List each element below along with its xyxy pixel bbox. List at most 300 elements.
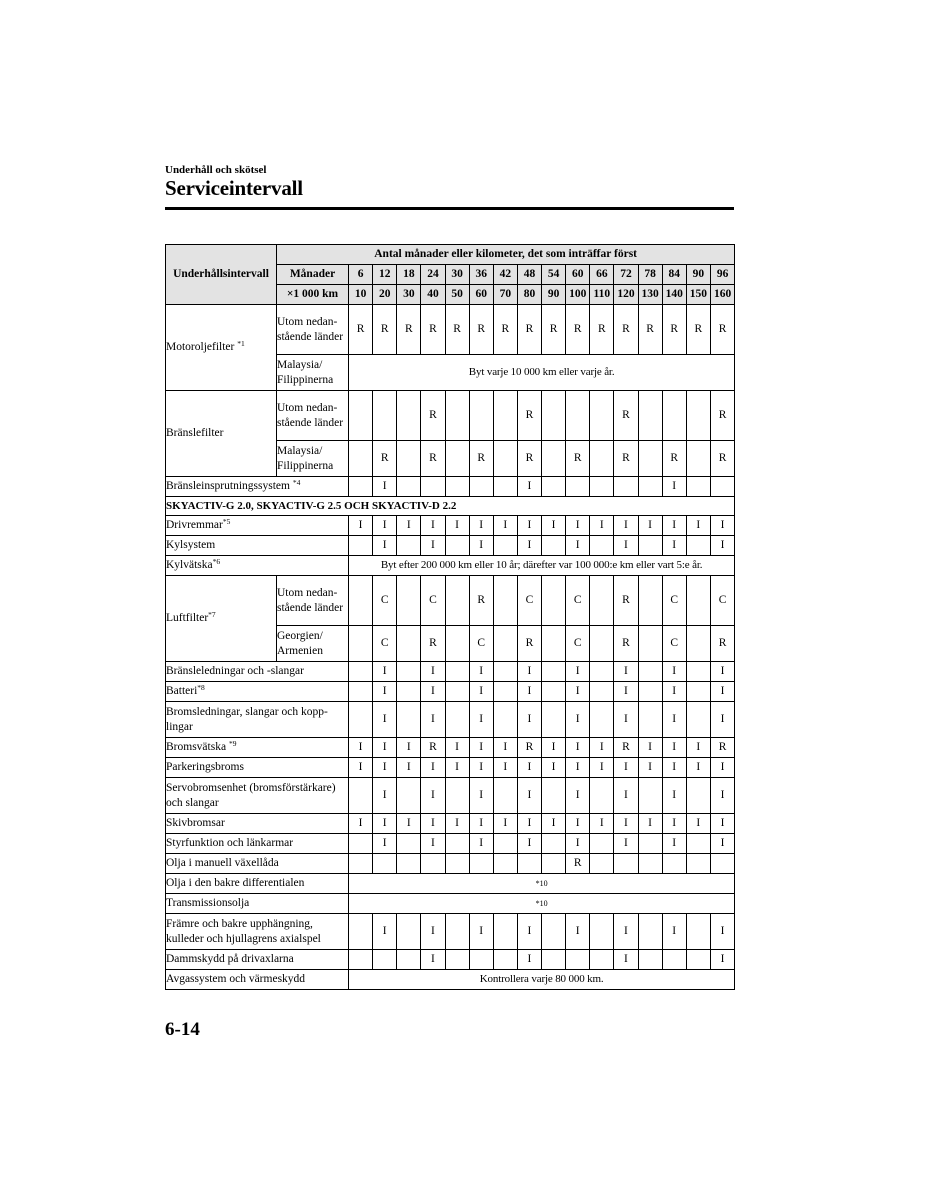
km-header: 10 <box>349 285 373 305</box>
table-row <box>166 874 735 894</box>
interval-cell: I <box>493 814 517 834</box>
interval-cell <box>445 576 469 626</box>
interval-cell: C <box>662 626 686 662</box>
interval-cell <box>445 626 469 662</box>
interval-cell: R <box>421 738 445 758</box>
interval-cell: I <box>517 814 541 834</box>
km-header: 30 <box>397 285 421 305</box>
interval-cell <box>590 662 614 682</box>
interval-cell <box>445 477 469 497</box>
interval-cell <box>686 662 710 682</box>
interval-cell: I <box>517 682 541 702</box>
month-header: 90 <box>686 265 710 285</box>
interval-cell: I <box>517 834 541 854</box>
interval-cell <box>590 702 614 738</box>
interval-cell: R <box>493 305 517 355</box>
table-row <box>166 758 735 778</box>
interval-cell <box>421 854 445 874</box>
interval-cell: I <box>373 758 397 778</box>
region-label: Utom nedanstående länder <box>277 391 349 441</box>
interval-cell <box>566 477 590 497</box>
interval-cell <box>662 854 686 874</box>
interval-cell <box>590 626 614 662</box>
interval-cell: R <box>445 305 469 355</box>
km-header: 70 <box>493 285 517 305</box>
interval-cell: I <box>566 536 590 556</box>
interval-cell <box>542 702 566 738</box>
interval-cell: I <box>566 758 590 778</box>
item-name: Kylvätska <box>166 559 213 571</box>
interval-cell <box>445 778 469 814</box>
interval-cell <box>493 536 517 556</box>
interval-cell: I <box>373 814 397 834</box>
interval-cell: I <box>566 738 590 758</box>
km-header: 150 <box>686 285 710 305</box>
title-divider <box>165 207 734 210</box>
item-name: Transmissionsolja <box>166 897 250 909</box>
interval-cell: C <box>517 576 541 626</box>
interval-cell <box>349 834 373 854</box>
interval-cell: I <box>614 758 638 778</box>
interval-cell <box>493 854 517 874</box>
section-label: Underhåll och skötsel <box>165 164 267 176</box>
interval-cell <box>710 477 734 497</box>
region-label: Utom nedanstående länder <box>277 576 349 626</box>
interval-cell <box>349 391 373 441</box>
service-item-label <box>166 702 349 738</box>
interval-cell: I <box>542 738 566 758</box>
interval-cell: I <box>566 814 590 834</box>
region-label: Georgien/ Armenien <box>277 626 349 662</box>
interval-cell: I <box>349 814 373 834</box>
table-row <box>166 391 735 441</box>
interval-cell: I <box>686 516 710 536</box>
month-header: 84 <box>662 265 686 285</box>
interval-cell <box>590 778 614 814</box>
interval-cell <box>686 441 710 477</box>
interval-cell: I <box>397 738 421 758</box>
interval-cell: I <box>710 778 734 814</box>
interval-cell <box>542 682 566 702</box>
interval-cell <box>638 778 662 814</box>
month-header: 48 <box>517 265 541 285</box>
interval-cell <box>638 662 662 682</box>
month-header: 78 <box>638 265 662 285</box>
interval-cell <box>710 854 734 874</box>
interval-cell: I <box>614 950 638 970</box>
interval-cell: R <box>614 738 638 758</box>
interval-cell: R <box>614 441 638 477</box>
corner-header: Underhållsintervall <box>166 245 277 305</box>
footnote-marker: *1 <box>237 339 245 348</box>
interval-cell: I <box>445 738 469 758</box>
interval-cell: I <box>710 758 734 778</box>
interval-cell: I <box>542 516 566 536</box>
interval-cell: I <box>493 516 517 536</box>
table-row <box>166 536 735 556</box>
km-header: 20 <box>373 285 397 305</box>
interval-cell <box>638 477 662 497</box>
interval-cell <box>349 576 373 626</box>
interval-cell: I <box>445 814 469 834</box>
interval-cell: I <box>517 477 541 497</box>
interval-cell: I <box>421 536 445 556</box>
km-header: 80 <box>517 285 541 305</box>
interval-cell <box>445 950 469 970</box>
interval-cell: I <box>614 834 638 854</box>
interval-cell: I <box>590 516 614 536</box>
month-header: 54 <box>542 265 566 285</box>
interval-cell: R <box>421 305 445 355</box>
interval-cell <box>542 950 566 970</box>
interval-cell: I <box>662 536 686 556</box>
interval-cell <box>493 834 517 854</box>
interval-cell <box>638 576 662 626</box>
interval-cell: I <box>373 738 397 758</box>
interval-cell: R <box>710 441 734 477</box>
table-row <box>166 970 735 990</box>
interval-cell: I <box>397 814 421 834</box>
interval-cell <box>397 854 421 874</box>
item-name: Bromsvätska <box>166 741 229 753</box>
interval-cell <box>590 682 614 702</box>
km-header: 140 <box>662 285 686 305</box>
interval-cell: I <box>469 814 493 834</box>
interval-cell <box>686 477 710 497</box>
interval-cell: I <box>710 536 734 556</box>
interval-cell: I <box>710 950 734 970</box>
interval-cell: I <box>517 914 541 950</box>
interval-cell <box>566 391 590 441</box>
interval-note-cell <box>349 894 735 914</box>
interval-cell: I <box>614 814 638 834</box>
interval-cell: I <box>469 536 493 556</box>
interval-cell: R <box>662 441 686 477</box>
interval-cell: I <box>542 814 566 834</box>
interval-cell <box>373 391 397 441</box>
interval-cell <box>686 778 710 814</box>
item-name: Styrfunktion och länkarmar <box>166 837 294 849</box>
interval-cell <box>397 477 421 497</box>
item-name: Skivbromsar <box>166 817 225 829</box>
interval-cell: I <box>421 758 445 778</box>
interval-cell: R <box>421 626 445 662</box>
interval-cell: I <box>349 738 373 758</box>
interval-cell: R <box>421 441 445 477</box>
interval-cell: R <box>349 305 373 355</box>
interval-cell <box>493 391 517 441</box>
interval-cell <box>397 662 421 682</box>
interval-cell <box>542 854 566 874</box>
interval-cell: C <box>566 576 590 626</box>
item-name: Luftfilter <box>166 612 209 624</box>
interval-cell <box>445 914 469 950</box>
interval-cell: I <box>349 516 373 536</box>
table-row <box>166 894 735 914</box>
interval-cell: I <box>517 702 541 738</box>
service-item-label <box>166 738 349 758</box>
interval-cell: I <box>662 738 686 758</box>
interval-cell: I <box>469 778 493 814</box>
interval-cell <box>686 834 710 854</box>
interval-cell: I <box>421 950 445 970</box>
month-header: 24 <box>421 265 445 285</box>
interval-cell: I <box>638 758 662 778</box>
service-item-label <box>166 970 349 990</box>
interval-cell: I <box>686 738 710 758</box>
interval-cell <box>590 854 614 874</box>
interval-cell: C <box>710 576 734 626</box>
interval-cell: I <box>710 702 734 738</box>
table-row <box>166 914 735 950</box>
region-label: Malaysia/ Filippinerna <box>277 355 349 391</box>
interval-cell <box>686 682 710 702</box>
interval-cell: I <box>710 662 734 682</box>
interval-cell: R <box>686 305 710 355</box>
table-row <box>166 477 735 497</box>
item-name: Avgassystem och värmeskydd <box>166 973 306 985</box>
interval-cell <box>397 536 421 556</box>
service-item-label <box>166 854 349 874</box>
region-label: Utom nedanstående länder <box>277 305 349 355</box>
interval-cell <box>638 950 662 970</box>
table-row <box>166 950 735 970</box>
interval-cell <box>493 950 517 970</box>
interval-cell: I <box>517 662 541 682</box>
interval-cell <box>397 914 421 950</box>
table-row <box>166 305 735 355</box>
interval-cell: I <box>421 814 445 834</box>
interval-cell: I <box>662 834 686 854</box>
interval-cell <box>590 914 614 950</box>
interval-cell: C <box>373 626 397 662</box>
month-header: 18 <box>397 265 421 285</box>
interval-cell: I <box>710 516 734 536</box>
interval-cell: I <box>469 516 493 536</box>
interval-cell <box>445 391 469 441</box>
interval-cell <box>445 682 469 702</box>
interval-cell: R <box>590 305 614 355</box>
interval-cell <box>445 662 469 682</box>
service-item-label <box>166 516 349 536</box>
table-row <box>166 662 735 682</box>
interval-cell: I <box>614 914 638 950</box>
service-item-label <box>166 536 349 556</box>
interval-cell: I <box>590 814 614 834</box>
interval-cell <box>590 477 614 497</box>
interval-cell: I <box>614 778 638 814</box>
interval-cell <box>493 477 517 497</box>
interval-cell: I <box>566 662 590 682</box>
interval-cell: R <box>614 305 638 355</box>
interval-cell <box>686 702 710 738</box>
interval-cell: R <box>710 626 734 662</box>
service-item-label <box>166 556 349 576</box>
service-item-label <box>166 950 349 970</box>
interval-cell: I <box>421 834 445 854</box>
interval-cell <box>638 702 662 738</box>
interval-cell <box>638 536 662 556</box>
interval-cell: R <box>421 391 445 441</box>
service-item-label <box>166 391 277 477</box>
service-item-label <box>166 894 349 914</box>
item-name: Bränsleledningar och -slangar <box>166 665 304 677</box>
interval-cell <box>542 914 566 950</box>
interval-cell <box>445 702 469 738</box>
interval-cell <box>542 834 566 854</box>
interval-cell <box>493 682 517 702</box>
table-row <box>166 516 735 536</box>
interval-cell <box>542 662 566 682</box>
region-label: Malaysia/ Filippinerna <box>277 441 349 477</box>
month-header: 66 <box>590 265 614 285</box>
interval-cell <box>397 576 421 626</box>
interval-cell <box>493 702 517 738</box>
interval-cell: R <box>517 305 541 355</box>
item-name: Dammskydd på drivaxlarna <box>166 953 294 965</box>
item-name: Olja i den bakre differentialen <box>166 877 305 889</box>
interval-cell <box>542 576 566 626</box>
interval-cell: I <box>421 914 445 950</box>
interval-cell <box>686 536 710 556</box>
interval-cell <box>542 441 566 477</box>
interval-cell: I <box>469 738 493 758</box>
interval-cell: I <box>421 682 445 702</box>
interval-cell: R <box>566 441 590 477</box>
km-header: 60 <box>469 285 493 305</box>
interval-cell <box>662 391 686 441</box>
interval-cell: R <box>566 305 590 355</box>
interval-cell: I <box>421 662 445 682</box>
interval-cell: I <box>349 758 373 778</box>
interval-cell: C <box>469 626 493 662</box>
interval-cell <box>397 682 421 702</box>
interval-cell <box>493 441 517 477</box>
interval-cell: R <box>397 305 421 355</box>
interval-cell: I <box>662 778 686 814</box>
interval-cell <box>686 914 710 950</box>
interval-cell: R <box>517 391 541 441</box>
interval-cell <box>397 702 421 738</box>
interval-cell: I <box>542 758 566 778</box>
interval-cell: I <box>614 702 638 738</box>
footnote-marker: *4 <box>292 478 301 487</box>
interval-cell <box>349 662 373 682</box>
km-header: 50 <box>445 285 469 305</box>
interval-cell <box>373 854 397 874</box>
interval-cell <box>638 854 662 874</box>
interval-cell: I <box>710 914 734 950</box>
month-header: 12 <box>373 265 397 285</box>
item-name: Servobromsenhet (bromsförstärkare) och slangar <box>166 781 336 809</box>
interval-cell: R <box>614 626 638 662</box>
item-name: Parkeringsbroms <box>166 761 244 773</box>
interval-cell: I <box>517 536 541 556</box>
service-item-label <box>166 305 277 391</box>
interval-cell <box>686 391 710 441</box>
interval-cell: I <box>373 516 397 536</box>
service-item-label <box>166 914 349 950</box>
interval-cell: I <box>469 682 493 702</box>
interval-span-header: Antal månader eller kilometer, det som inträffar först <box>277 245 735 265</box>
interval-cell: I <box>566 516 590 536</box>
table-row <box>166 854 735 874</box>
footnote-marker: *10 <box>535 899 548 908</box>
interval-note: Kontrollera varje 80 000 km. <box>349 970 735 990</box>
interval-cell <box>590 576 614 626</box>
interval-cell <box>445 834 469 854</box>
interval-cell <box>349 778 373 814</box>
interval-cell: I <box>686 758 710 778</box>
interval-cell: I <box>662 516 686 536</box>
interval-cell: R <box>469 441 493 477</box>
km-header: 120 <box>614 285 638 305</box>
interval-cell: R <box>614 391 638 441</box>
interval-cell: I <box>614 516 638 536</box>
months-label: Månader <box>277 265 349 285</box>
interval-cell: I <box>373 702 397 738</box>
interval-cell: I <box>566 682 590 702</box>
interval-cell <box>373 950 397 970</box>
service-item-label <box>166 576 277 662</box>
footnote-marker: *8 <box>197 683 205 692</box>
table-row <box>166 778 735 814</box>
section-heading: SKYACTIV-G 2.0, SKYACTIV-G 2.5 OCH SKYACTIV-D 2.2 <box>166 497 735 516</box>
page-number: 6-14 <box>165 1019 200 1040</box>
interval-cell: R <box>710 305 734 355</box>
interval-cell <box>614 477 638 497</box>
interval-cell: I <box>662 662 686 682</box>
interval-cell: I <box>566 834 590 854</box>
interval-cell: C <box>421 576 445 626</box>
interval-cell <box>493 576 517 626</box>
interval-cell: I <box>614 536 638 556</box>
interval-cell <box>493 626 517 662</box>
table-row <box>166 738 735 758</box>
interval-cell <box>469 854 493 874</box>
interval-cell <box>493 778 517 814</box>
interval-cell <box>686 854 710 874</box>
interval-cell: I <box>469 662 493 682</box>
interval-cell: I <box>566 702 590 738</box>
interval-cell: I <box>517 778 541 814</box>
interval-cell <box>662 950 686 970</box>
interval-cell: I <box>493 758 517 778</box>
interval-cell <box>614 854 638 874</box>
interval-cell: I <box>397 758 421 778</box>
interval-cell: I <box>421 702 445 738</box>
interval-cell: I <box>662 914 686 950</box>
interval-cell: I <box>590 758 614 778</box>
interval-cell: I <box>710 834 734 854</box>
interval-cell: R <box>469 305 493 355</box>
interval-cell <box>349 914 373 950</box>
item-name: Främre och bakre upphängning, kulleder och hjullagrens axialspel <box>166 917 321 945</box>
interval-cell <box>349 441 373 477</box>
service-item-label <box>166 874 349 894</box>
interval-note-cell <box>349 874 735 894</box>
service-item-label <box>166 662 349 682</box>
interval-cell <box>542 391 566 441</box>
service-item-label <box>166 477 349 497</box>
footnote-marker: *6 <box>212 557 221 566</box>
interval-cell: I <box>566 778 590 814</box>
interval-cell: I <box>469 834 493 854</box>
interval-cell: I <box>373 477 397 497</box>
interval-cell: R <box>517 441 541 477</box>
km-header: 40 <box>421 285 445 305</box>
interval-cell: I <box>517 950 541 970</box>
